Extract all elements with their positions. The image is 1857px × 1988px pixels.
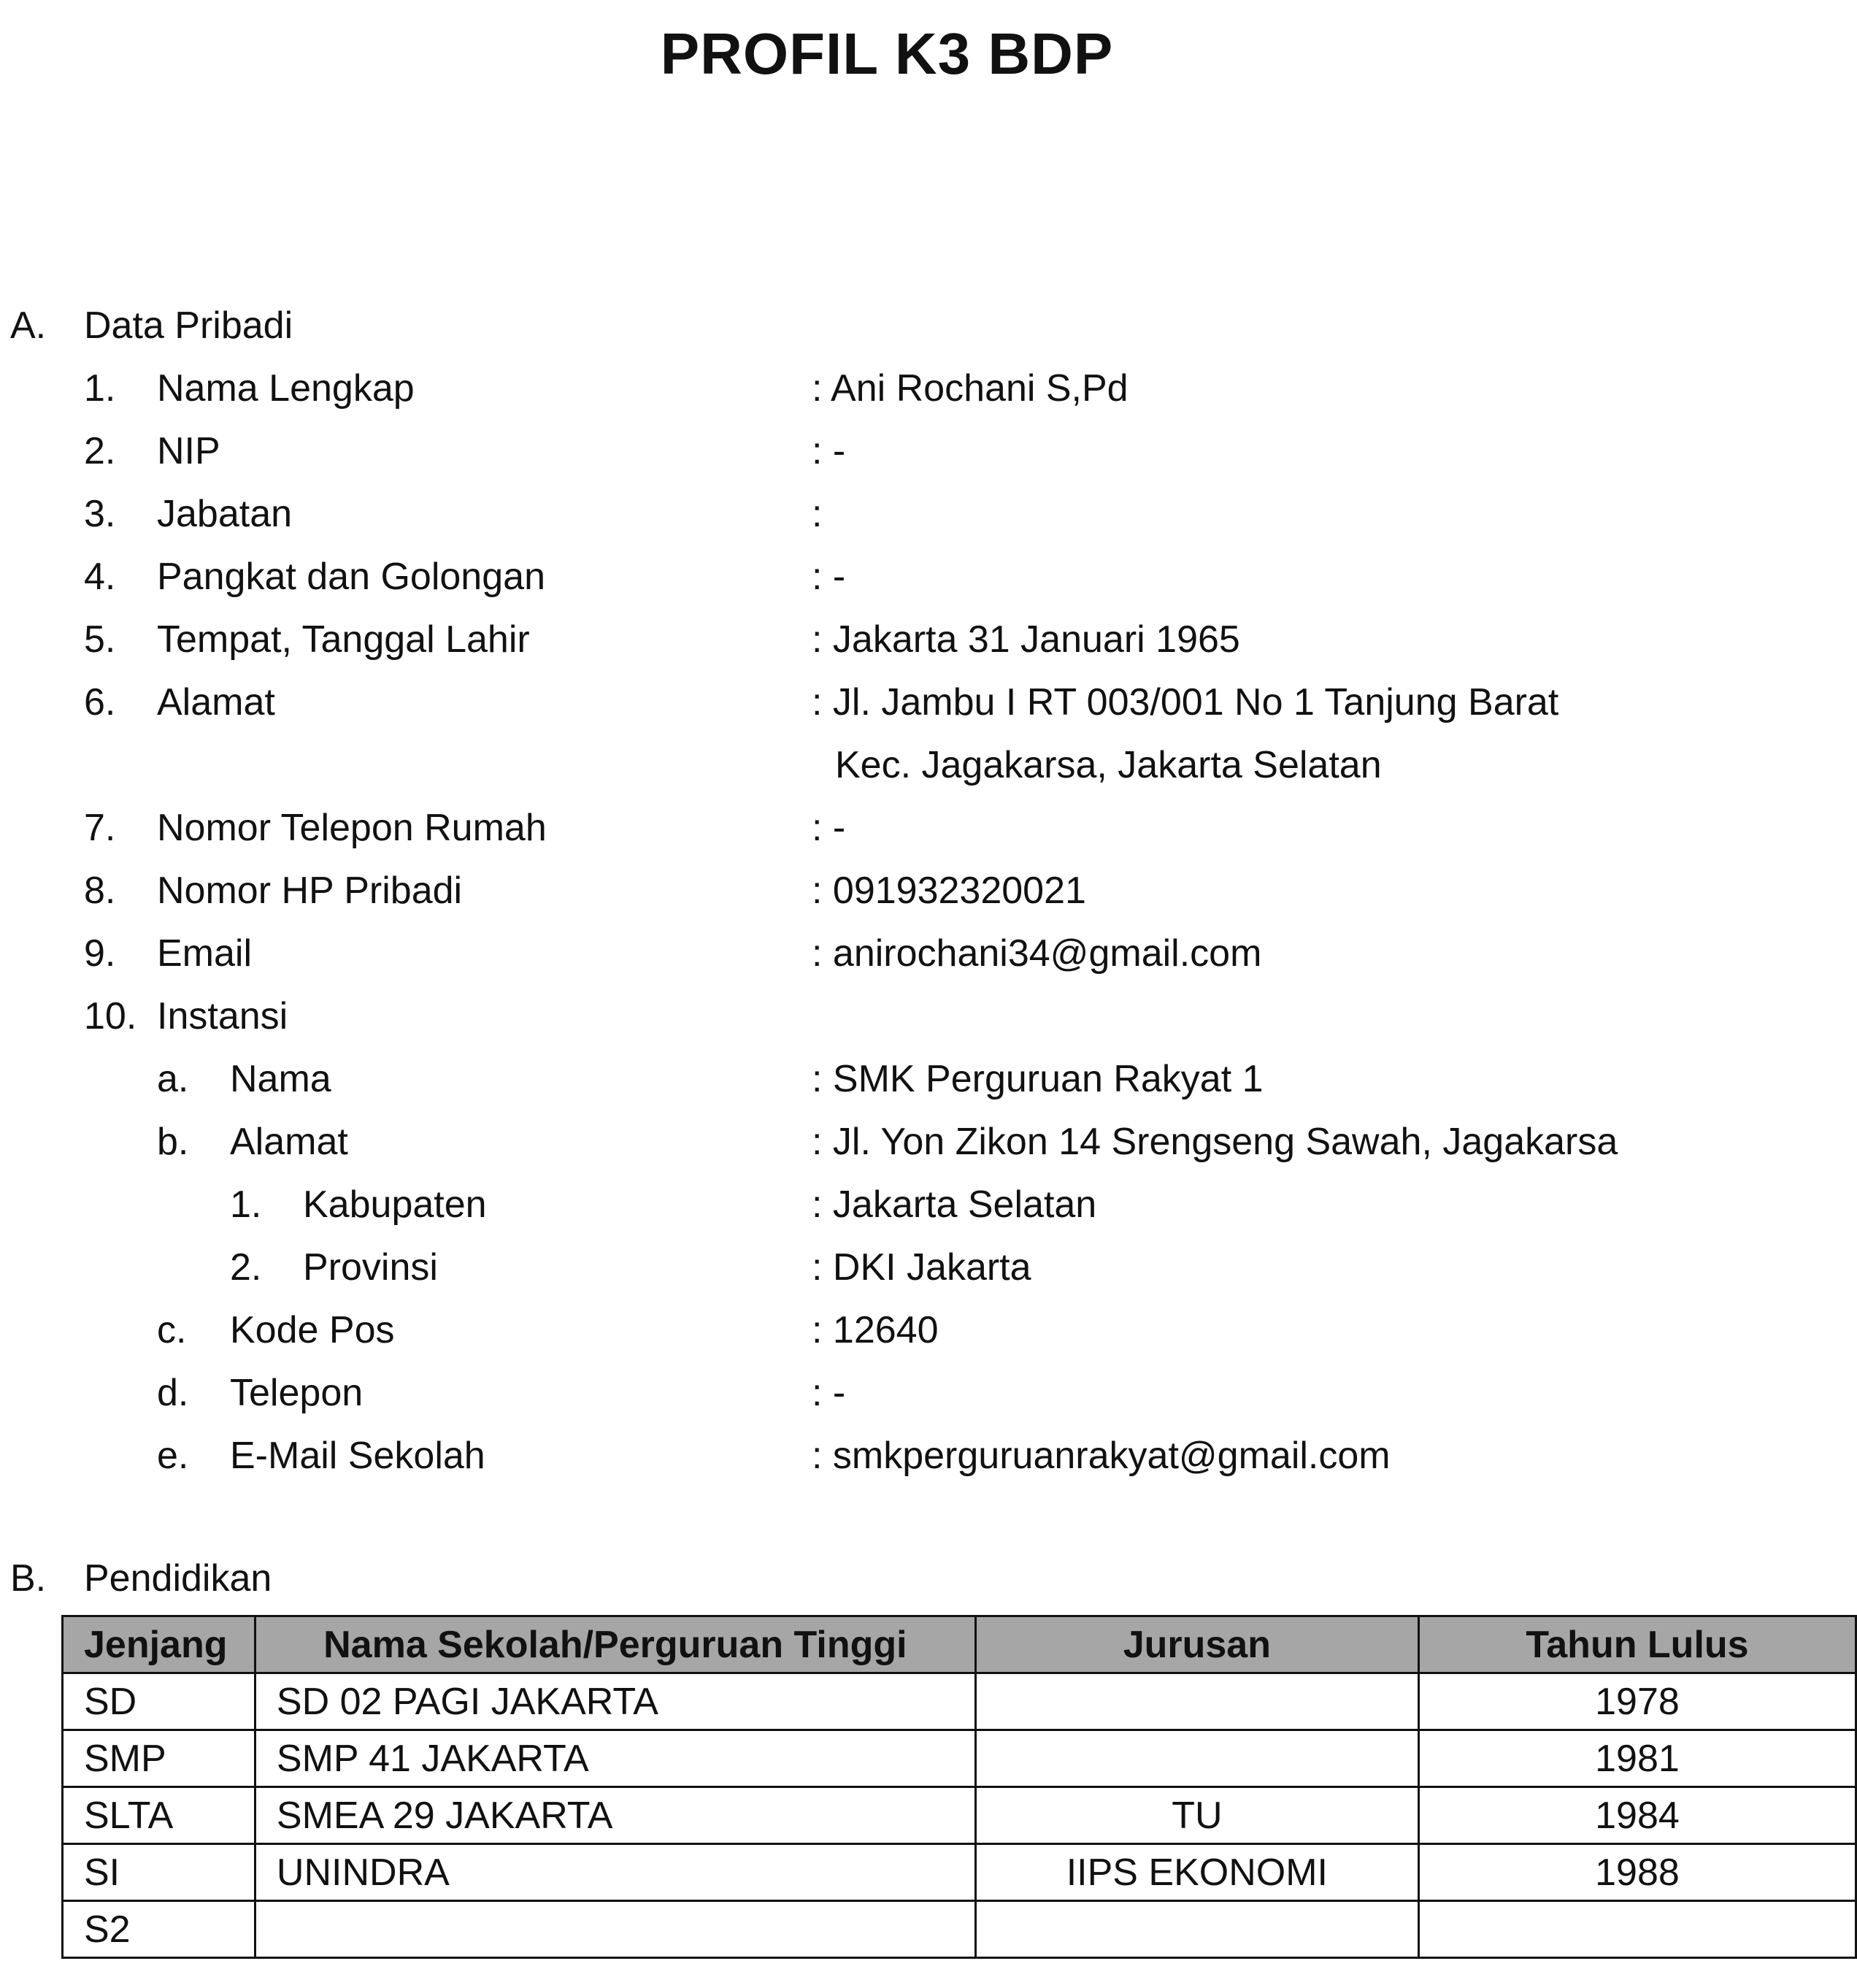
col-header-nama-sekolah: Nama Sekolah/Perguruan Tinggi [255, 1616, 975, 1673]
sub-item-value-kode-pos: : 12640 [812, 1309, 939, 1351]
cell-nama-sekolah: SMP 41 JAKARTA [255, 1730, 975, 1787]
item-number: 10. [84, 995, 137, 1037]
sub-item-letter: c. [157, 1309, 187, 1351]
cell-jenjang: SLTA [63, 1787, 255, 1844]
table-row [63, 1901, 1856, 1958]
sub-item-letter: a. [157, 1058, 189, 1100]
sub-item-label-kode-pos: Kode Pos [230, 1309, 395, 1351]
item-label-hp: Nomor HP Pribadi [157, 870, 463, 912]
cell-jenjang: SMP [63, 1730, 255, 1787]
item-value-hp: : 091932320021 [812, 870, 1086, 912]
section-b-letter: B. [10, 1557, 47, 1600]
sub-item-value-provinsi: : DKI Jakarta [812, 1246, 1031, 1289]
sub-item-value-alamat: : Jl. Yon Zikon 14 Srengseng Sawah, Jagakarsa [812, 1121, 1618, 1163]
col-header-tahun-lulus: Tahun Lulus [1418, 1616, 1856, 1673]
item-label-nama-lengkap: Nama Lengkap [157, 367, 415, 410]
cell-nama-sekolah: SD 02 PAGI JAKARTA [255, 1673, 975, 1730]
item-value-alamat: : Jl. Jambu I RT 003/001 No 1 Tanjung Barat [812, 681, 1559, 724]
page-title: PROFIL K3 BDP [660, 21, 1114, 86]
item-value-email: : anirochani34@gmail.com [812, 932, 1262, 975]
item-value-telepon-rumah: : - [812, 807, 846, 849]
item-number: 1. [84, 367, 116, 410]
item-number: 3. [84, 493, 116, 535]
cell-tahun-lulus: 1988 [1418, 1844, 1856, 1901]
cell-nama-sekolah: UNINDRA [255, 1844, 975, 1901]
cell-tahun-lulus [1418, 1901, 1856, 1958]
sub-item-label-kabupaten: Kabupaten [303, 1183, 487, 1226]
cell-jenjang: SD [63, 1673, 255, 1730]
item-label-telepon-rumah: Nomor Telepon Rumah [157, 807, 547, 849]
item-value-nama-lengkap: : Ani Rochani S,Pd [812, 367, 1129, 410]
item-label-jabatan: Jabatan [157, 493, 293, 535]
item-label-nip: NIP [157, 430, 220, 472]
item-label-pangkat: Pangkat dan Golongan [157, 556, 545, 598]
item-value-jabatan: : [812, 493, 823, 535]
section-a-heading: Data Pribadi [84, 304, 293, 347]
cell-tahun-lulus: 1981 [1418, 1730, 1856, 1787]
cell-jurusan [975, 1673, 1418, 1730]
table-row [63, 1844, 1856, 1901]
sub-item-value-kabupaten: : Jakarta Selatan [812, 1183, 1097, 1226]
item-label-email: Email [157, 932, 253, 975]
table-row [63, 1673, 1856, 1730]
item-value-alamat-line2: Kec. Jagakarsa, Jakarta Selatan [835, 744, 1382, 786]
section-b-heading: Pendidikan [84, 1557, 272, 1600]
sub-item-value-email-sekolah: : smkperguruanrakyat@gmail.com [812, 1435, 1391, 1477]
cell-jenjang: S2 [63, 1901, 255, 1958]
education-table [61, 1615, 1857, 1959]
sub-item-label-nama: Nama [230, 1058, 331, 1100]
sub-item-label-alamat: Alamat [230, 1121, 348, 1163]
sub-sub-item-number: 1. [230, 1183, 262, 1226]
table-row [63, 1730, 1856, 1787]
item-number: 5. [84, 618, 116, 661]
cell-jurusan [975, 1730, 1418, 1787]
item-number: 4. [84, 556, 116, 598]
sub-item-letter: b. [157, 1121, 189, 1163]
sub-item-value-telepon: : - [812, 1372, 846, 1414]
item-number: 7. [84, 807, 116, 849]
cell-tahun-lulus: 1984 [1418, 1787, 1856, 1844]
col-header-jurusan: Jurusan [975, 1616, 1418, 1673]
col-header-jenjang: Jenjang [63, 1616, 255, 1673]
item-number: 2. [84, 430, 116, 472]
sub-item-label-telepon: Telepon [230, 1372, 364, 1414]
item-label-ttl: Tempat, Tanggal Lahir [157, 618, 530, 661]
cell-jurusan [975, 1901, 1418, 1958]
table-header-row [63, 1616, 1856, 1673]
item-value-ttl: : Jakarta 31 Januari 1965 [812, 618, 1240, 661]
item-number: 6. [84, 681, 116, 724]
cell-tahun-lulus: 1978 [1418, 1673, 1856, 1730]
cell-nama-sekolah [255, 1901, 975, 1958]
table-row [63, 1787, 1856, 1844]
item-value-pangkat: : - [812, 556, 846, 598]
sub-item-letter: e. [157, 1435, 189, 1477]
sub-item-label-email-sekolah: E-Mail Sekolah [230, 1435, 485, 1477]
section-a-letter: A. [10, 304, 47, 347]
sub-item-value-nama: : SMK Perguruan Rakyat 1 [812, 1058, 1264, 1100]
item-number: 8. [84, 870, 116, 912]
sub-item-label-provinsi: Provinsi [303, 1246, 438, 1289]
sub-sub-item-number: 2. [230, 1246, 262, 1289]
item-value-nip: : - [812, 430, 846, 472]
cell-nama-sekolah: SMEA 29 JAKARTA [255, 1787, 975, 1844]
item-label-instansi: Instansi [157, 995, 288, 1037]
item-label-alamat: Alamat [157, 681, 275, 724]
item-number: 9. [84, 932, 116, 975]
cell-jurusan: TU [975, 1787, 1418, 1844]
sub-item-letter: d. [157, 1372, 189, 1414]
cell-jurusan: IIPS EKONOMI [975, 1844, 1418, 1901]
cell-jenjang: SI [63, 1844, 255, 1901]
